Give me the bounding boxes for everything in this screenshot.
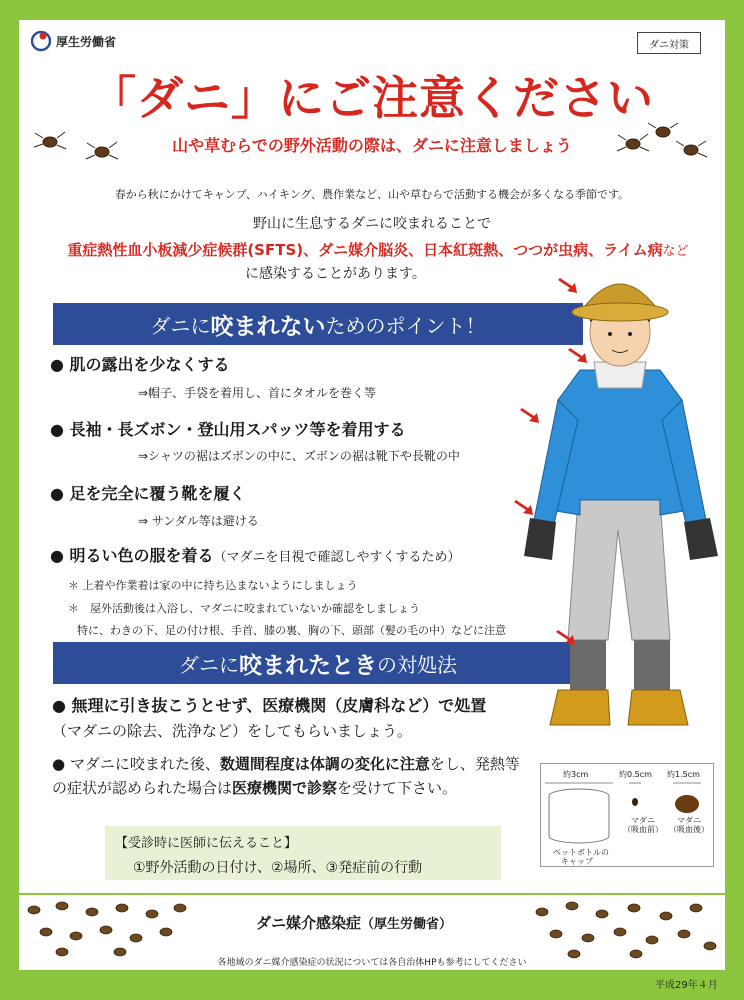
hiker-illustration: [510, 270, 735, 750]
footer-title-source: （厚生労働省）: [361, 917, 453, 932]
intro-bite: 野山に生息するダニに咬まれることで: [253, 216, 491, 232]
mite-small-label: [623, 816, 663, 834]
prevention-point-1: ● 肌の露出を少なくする: [50, 355, 230, 374]
footer-title-main: ダニ媒介感染症: [256, 914, 362, 932]
org-name: 厚生労働省: [56, 34, 117, 49]
cap-label-2: キャップ: [561, 857, 593, 866]
response-item-2-e: を受けて下さい。: [337, 779, 458, 797]
note-body-areas: 特に、わきの下、足の付け根、手首、膝の裏、胸の下、頭部（髪の毛の中）などに注意: [77, 624, 506, 637]
prevention-point-2: ● 長袖・長ズボン・登山用スパッツ等を着用する: [50, 420, 406, 439]
footer-note: 各地域のダニ媒介感染症の状況については各自治体HPも参考にしてください: [217, 958, 527, 968]
cap-label-1: ペットボトルの: [553, 848, 609, 857]
note-bath: ＊ 屋外活動後は入浴し、マダニに咬まれていないか確認をしましょう: [68, 602, 420, 615]
prevention-point-4-title: ● 明るい色の服を着る: [50, 546, 214, 565]
page-title: 「ダニ」にご注意ください: [90, 71, 654, 125]
note-outerwear: ＊ 上着や作業着は家の中に持ち込まないようにしましょう: [68, 579, 358, 592]
response-banner-post: の対処法: [377, 652, 457, 677]
mite-small-label-1: マダニ: [631, 816, 655, 825]
prevention-banner-post: ためのポイント！: [325, 313, 486, 338]
footer-divider: [19, 893, 725, 895]
response-item-2-d: 医療機関で診察: [232, 779, 338, 797]
cap-size: 約3cm: [563, 770, 589, 779]
response-item-2-b: 数週間程度は体調の変化に注意: [219, 755, 430, 773]
response-item-2: [52, 752, 527, 800]
response-item-1: [52, 693, 486, 741]
consult-items: ①野外活動の日付け、②場所、③発症前の行動: [133, 860, 423, 876]
category-tag: ダニ対策: [637, 32, 701, 54]
consult-box: [105, 826, 501, 880]
mite-small-label-2: （吸血前）: [623, 825, 663, 834]
intro-season: 春から秋にかけてキャンプ、ハイキング、農作業など、山や草むらで活動する機会が多くなる季節です。: [114, 188, 630, 201]
prevention-banner-pre: ダニに: [150, 313, 211, 338]
mite-large-label-2: （吸血後）: [669, 825, 709, 834]
prevention-banner-bold: 咬まれない: [210, 313, 326, 340]
prevention-detail-1: ⇒帽子、手袋を着用し、首にタオルを巻く等: [138, 386, 377, 400]
consult-heading: 【受診時に医師に伝えること】: [115, 836, 298, 851]
response-banner-bold: 咬まれたとき: [239, 652, 377, 679]
mite-large-label-1: マダニ: [677, 816, 701, 825]
response-item-2-c: をし、発熱等の症状が認められた場合は: [52, 755, 520, 797]
cap-label: [553, 848, 609, 866]
size-comparison: [540, 763, 714, 867]
response-item-2-a: ● マダニに咬まれた後、: [52, 755, 220, 773]
issue-date: 平成29年４月: [655, 980, 718, 991]
mhlw-logo: [31, 30, 116, 52]
mhlw-logo-icon: [31, 30, 51, 52]
mite-small-size: 約0.5cm: [619, 770, 652, 779]
prevention-point-4-reason: （マダニを目視で確認しやすくするため）: [213, 550, 461, 565]
prevention-detail-3: ⇒ サンダル等は避ける: [138, 514, 259, 528]
mite-large-size: 約1.5cm: [667, 770, 700, 779]
mites-bottom-right-icon: [530, 898, 722, 960]
prevention-point-3: ● 足を完全に覆う靴を履く: [50, 484, 246, 503]
response-banner: [53, 642, 583, 684]
disease-list-suffix: など: [662, 244, 689, 259]
prevention-point-4: [50, 543, 461, 566]
response-item-1-rest: （マダニの除去、洗浄など）をしてもらいましょう。: [52, 722, 413, 740]
response-item-1-bold: ● 無理に引き抜こうとせず、医療機関（皮膚科など）で処置: [52, 696, 487, 715]
prevention-banner: [53, 303, 583, 345]
mite-large-label: [669, 816, 709, 834]
mites-top-left-icon: [30, 128, 130, 168]
intro-infection: に感染することがあります。: [245, 266, 426, 282]
intro-diseases: [18, 239, 738, 260]
mites-bottom-left-icon: [22, 898, 192, 958]
prevention-detail-2: ⇒シャツの裾はズボンの中に、ズボンの裾は靴下や長靴の中: [138, 449, 460, 463]
footer-title[interactable]: [256, 912, 452, 933]
page-subtitle: 山や草むらでの野外活動の際は、ダニに注意しましょう: [172, 136, 572, 155]
disease-list: 重症熱性血小板減少症候群(SFTS)、ダニ媒介脳炎、日本紅斑熱、つつが虫病、ライム病: [67, 241, 663, 259]
response-banner-pre: ダニに: [179, 652, 239, 677]
mites-top-right-icon: [605, 122, 715, 167]
